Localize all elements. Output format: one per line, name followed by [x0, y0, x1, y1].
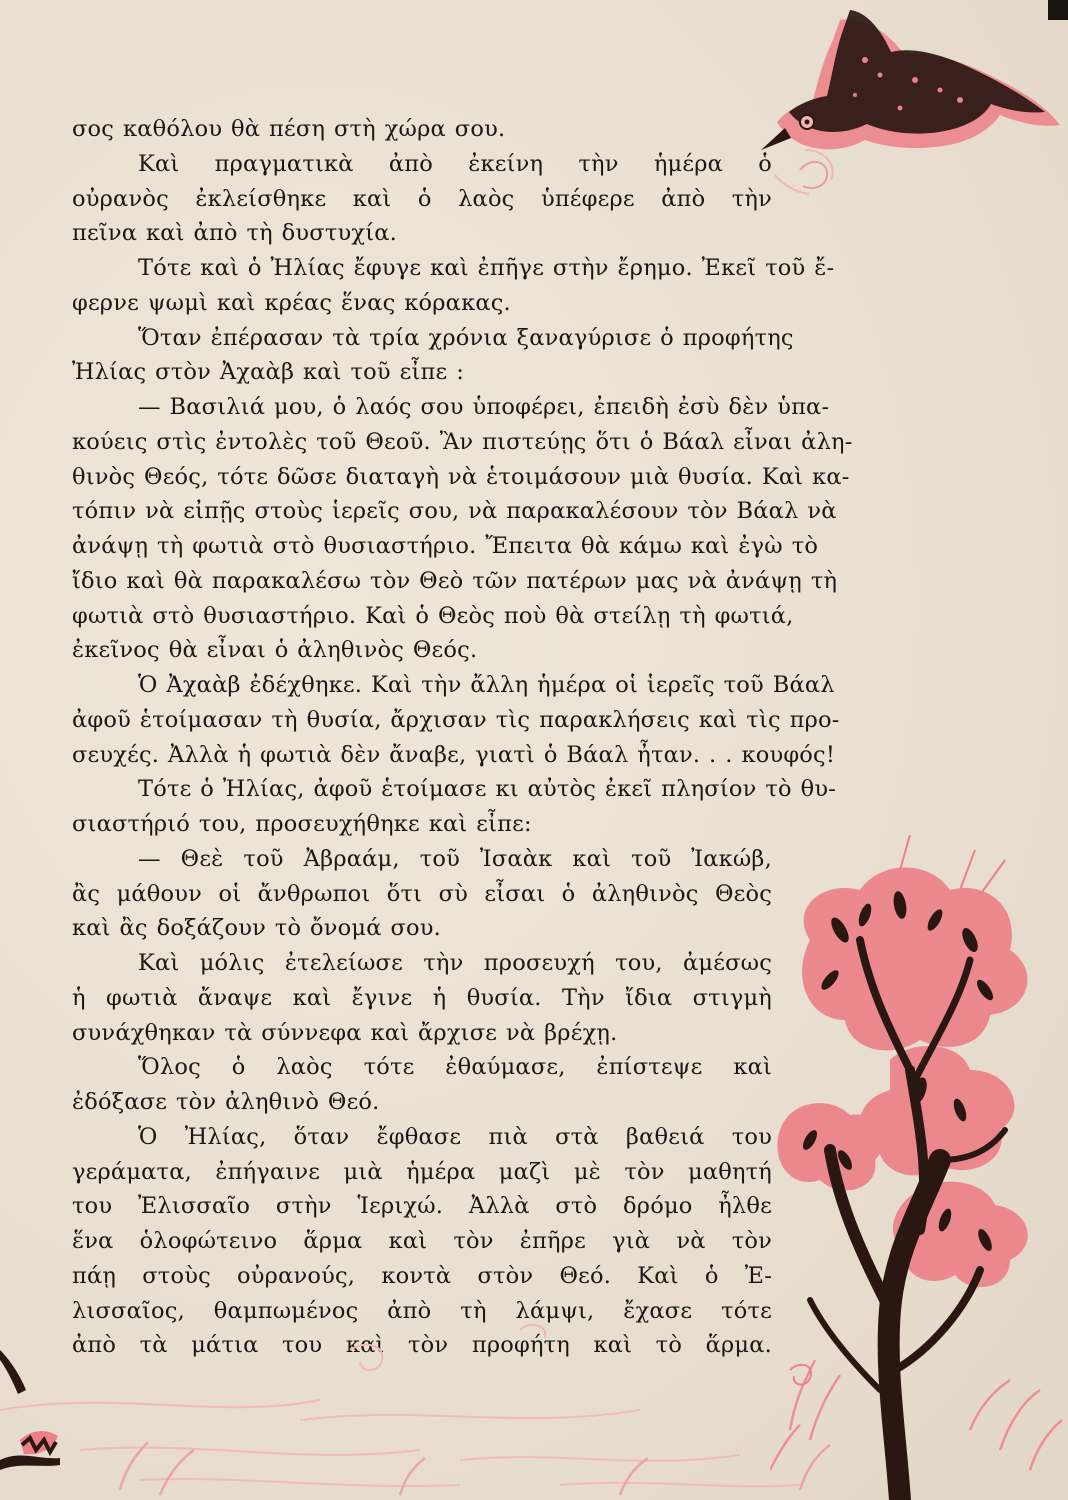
text-line: συνάχθηκαν τὰ σύννεφα καὶ ἄρχισε νὰ βρέχῃ.: [72, 1019, 618, 1046]
corner-sprig: [0, 1350, 60, 1470]
text-line: σιαστήριό του, προσευχήθηκε καὶ εἶπε:: [72, 811, 532, 837]
text-line: Καὶ μόλις ἐτελείωσε τὴν προσευχή του, ἀμέσως: [138, 950, 772, 976]
text-line: Ὅλος ὁ λαὸς τότε ἐθαύμασε, ἐπίστεψε καὶ: [138, 1054, 772, 1081]
text-line: ἂς μάθουν οἱ ἄνθρωποι ὅτι σὺ εἶσαι ὁ ἀληθινὸς Θεὸς: [72, 880, 772, 907]
text-line: γεράματα, ἐπήγαινε μιὰ ἡμέρα μαζὶ μὲ τὸν μαθητή: [72, 1158, 772, 1185]
ground-illustration: [0, 1290, 1068, 1500]
bird-swirl: [800, 162, 827, 188]
text-line: φωτιὰ στὸ θυσιαστήριο. Καὶ ὁ Θεὸς ποὺ θὰ στείλῃ τὴ φωτιά,: [72, 602, 794, 629]
text-line: ἀφοῦ ἑτοίμασαν τὴ θυσία, ἄρχισαν τὶς παρακλήσεις καὶ τὶς προ-: [72, 706, 840, 733]
text-line: σευχές. Ἀλλὰ ἡ φωτιὰ δὲν ἄναβε, γιατὶ ὁ Βάαλ ἦταν. . . κουφός!: [72, 741, 836, 768]
text-line: ἐκεῖνος θὰ εἶναι ὁ ἀληθινὸς Θεός.: [72, 637, 478, 664]
text-line: του Ἐλισσαῖο στὴν Ἱεριχώ. Ἀλλὰ στὸ δρόμο ἦλθε: [72, 1193, 772, 1220]
text-line: σος καθόλου θὰ πέση στὴ χώρα σου.: [72, 116, 506, 142]
text-line: Ὅταν ἐπέρασαν τὰ τρία χρόνια ξαναγύρισε ὁ προφήτης: [138, 324, 794, 351]
text-line: Ἠλίας στὸν Ἀχαὰβ καὶ τοῦ εἶπε :: [72, 359, 465, 386]
text-line: λισσαῖος, θαμπωμένος ἀπὸ τὴ λάμψι, ἔχασε τότε: [72, 1297, 772, 1324]
text-line: πάῃ στοὺς οὐρανούς, κοντὰ στὸν Θεό. Καὶ ὁ Ἐ-: [72, 1262, 772, 1289]
text-line: ἀνάψῃ τὴ φωτιὰ στὸ θυσιαστήριο. Ἔπειτα θὰ κάμω καὶ ἐγὼ τὸ: [72, 533, 819, 559]
text-line: ἴδιο καὶ θὰ παρακαλέσω τὸν Θεὸ τῶν πατέρων μας νὰ ἀνάψῃ τὴ: [72, 567, 838, 594]
bird-illustration: [755, 0, 1068, 210]
text-line: — Θεὲ τοῦ Ἀβραάμ, τοῦ Ἰσαὰκ καὶ τοῦ Ἰακώβ,: [138, 845, 772, 872]
text-line: ἡ φωτιὰ ἄναψε καὶ ἔγινε ἡ θυσία. Τὴν ἴδια στιγμὴ: [72, 984, 772, 1011]
text-line: ἀπὸ τὰ μάτια του καὶ τὸν προφήτη καὶ τὸ ἅρμα.: [72, 1332, 772, 1359]
text-line: κούεις στὶς ἐντολὲς τοῦ Θεοῦ. Ἂν πιστεύῃς ὅτι ὁ Βάαλ εἶναι ἀλη-: [72, 428, 853, 455]
text-line: Ὁ Ἀχαὰβ ἐδέχθηκε. Καὶ τὴν ἄλλη ἡμέρα οἱ ἱερεῖς τοῦ Βάαλ: [138, 672, 835, 698]
text-line: Τότε καὶ ὁ Ἠλίας ἔφυγε καὶ ἐπῆγε στὴν ἔρημο. Ἐκεῖ τοῦ ἔ-: [138, 255, 835, 281]
text-line: — Βασιλιά μου, ὁ λαός σου ὑποφέρει, ἐπειδὴ ἐσὺ δὲν ὑπα-: [138, 394, 830, 420]
text-line: Τότε ὁ Ἠλίας, ἀφοῦ ἑτοίμασε κι αὐτὸς ἐκεῖ πλησίον τὸ θυ-: [138, 776, 837, 803]
text-line: ἕνα ὁλοφώτεινο ἅρμα καὶ τὸν ἐπῆρε γιὰ νὰ τὸν: [72, 1228, 772, 1254]
text-line: πεῖνα καὶ ἀπὸ τὴ δυστυχία.: [72, 220, 397, 247]
text-line: θινὸς Θεός, τότε δῶσε διαταγὴ νὰ ἑτοιμάσουν μιὰ θυσία. Καὶ κα-: [72, 463, 850, 490]
text-line: Ὁ Ἠλίας, ὅταν ἔφθασε πιὰ στὰ βαθειά του: [138, 1123, 772, 1150]
text-line: οὐρανὸς ἐκλείσθηκε καὶ ὁ λαὸς ὑπέφερε ἀπὸ τὴν: [72, 185, 772, 212]
text-line: φερνε ψωμὶ καὶ κρέας ἕνας κόρακας.: [72, 289, 511, 316]
text-line: Καὶ πραγματικὰ ἀπὸ ἐκείνη τὴν ἡμέρα ὁ: [138, 150, 772, 177]
text-line: ἐδόξασε τὸν ἀληθινὸ Θεό.: [72, 1089, 380, 1115]
text-line: καὶ ἂς δοξάζουν τὸ ὄνομά σου.: [72, 915, 442, 942]
story-text: [72, 112, 853, 1363]
ground-swirl: [350, 1345, 382, 1370]
text-line: τόπιν νὰ εἰπῇς στοὺς ἱερεῖς σου, νὰ παρακαλέσουν τὸν Βάαλ νὰ: [72, 498, 837, 525]
